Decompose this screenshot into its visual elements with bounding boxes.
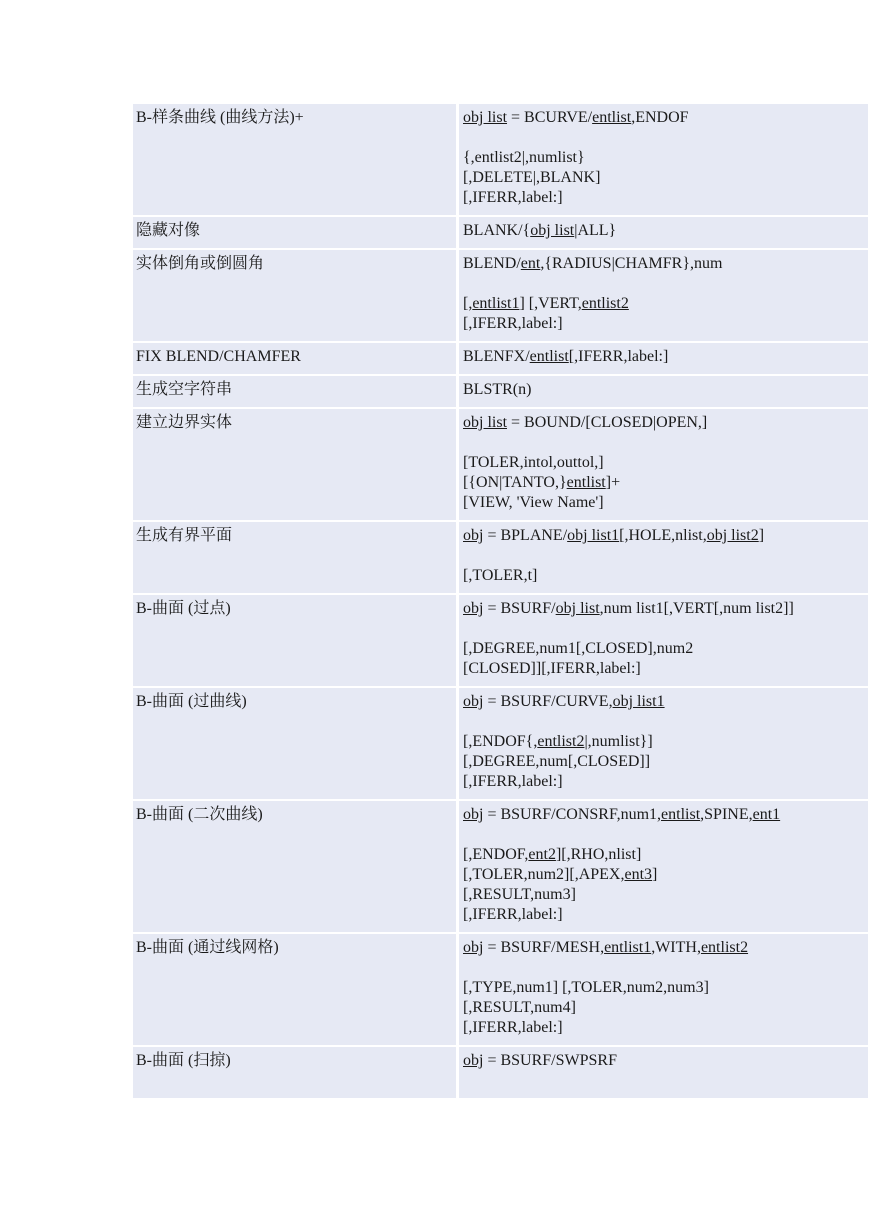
syntax-parameter: obj list1 — [567, 527, 620, 544]
syntax-line — [463, 752, 864, 772]
table-row — [133, 801, 868, 932]
syntax-parameter: entlist — [661, 806, 701, 823]
syntax-parameter: entlist — [529, 348, 569, 365]
syntax-parameter: obj list1 — [612, 693, 665, 710]
syntax-line — [463, 772, 864, 792]
syntax-parameter: obj list2 — [706, 527, 759, 544]
syntax-text: = BPLANE/ — [483, 527, 568, 544]
syntax-line — [463, 805, 864, 825]
syntax-text: = BSURF/CURVE, — [483, 693, 613, 710]
syntax-text: [,DELETE|,BLANK] — [463, 169, 601, 186]
syntax-text: |ALL} — [574, 222, 617, 239]
syntax-parameter: obj list — [555, 600, 600, 617]
syntax-parameter: entlist1 — [604, 939, 652, 956]
command-syntax-cell — [459, 595, 868, 686]
syntax-parameter: entlist — [592, 109, 632, 126]
syntax-parameter: obj list — [530, 222, 575, 239]
command-name-cell: B-曲面 (过曲线) — [133, 688, 456, 799]
syntax-line — [463, 599, 864, 619]
syntax-text: [{ON|TANTO,} — [463, 474, 567, 491]
syntax-text: [,IFERR,label:] — [463, 315, 563, 332]
syntax-line — [463, 128, 864, 148]
syntax-text: [,DEGREE,num1[,CLOSED],num2 — [463, 640, 694, 657]
command-reference-table — [133, 104, 868, 1098]
syntax-text: [,IFERR,label:] — [463, 1019, 563, 1036]
syntax-line — [463, 413, 864, 433]
syntax-text: ] — [758, 527, 765, 544]
command-syntax-cell — [459, 217, 868, 248]
syntax-line — [463, 619, 864, 639]
syntax-line — [463, 1071, 864, 1091]
syntax-line — [463, 958, 864, 978]
syntax-line — [463, 1018, 864, 1038]
syntax-line — [463, 712, 864, 732]
command-name-cell: B-曲面 (二次曲线) — [133, 801, 456, 932]
syntax-line — [463, 314, 864, 334]
syntax-line — [463, 168, 864, 188]
command-syntax-cell — [459, 250, 868, 341]
syntax-line — [463, 380, 864, 400]
syntax-text: [,TYPE,num1] [,TOLER,num2,num3] — [463, 979, 709, 996]
syntax-parameter: obj list — [463, 109, 508, 126]
syntax-parameter: obj — [463, 693, 484, 710]
syntax-parameter: entlist2 — [700, 939, 749, 956]
table-row — [133, 104, 868, 215]
table-row — [133, 376, 868, 407]
syntax-parameter: obj list — [463, 414, 508, 431]
command-name-cell: 生成有界平面 — [133, 522, 456, 593]
syntax-text: = BCURVE/ — [507, 109, 593, 126]
syntax-text: BLEND/ — [463, 255, 521, 272]
syntax-line — [463, 865, 864, 885]
syntax-parameter: entlist2 — [537, 733, 585, 750]
syntax-parameter: ent — [520, 255, 541, 272]
syntax-text: [,IFERR,label:] — [463, 189, 563, 206]
syntax-line — [463, 347, 864, 367]
syntax-parameter: ent2 — [528, 846, 556, 863]
syntax-text: [, — [463, 295, 473, 312]
table-row — [133, 343, 868, 374]
syntax-line — [463, 978, 864, 998]
syntax-parameter: obj — [463, 527, 484, 544]
syntax-parameter: entlist — [566, 474, 606, 491]
syntax-text: {,entlist2|,numlist} — [463, 149, 585, 166]
syntax-text: BLENFX/ — [463, 348, 530, 365]
syntax-line — [463, 188, 864, 208]
command-syntax-cell — [459, 343, 868, 374]
syntax-text: [,HOLE,nlist, — [619, 527, 707, 544]
syntax-text: [,ENDOF{, — [463, 733, 538, 750]
syntax-text: ] — [652, 866, 658, 883]
syntax-text: ,ENDOF — [631, 109, 689, 126]
syntax-line — [463, 221, 864, 241]
syntax-text: [,RESULT,num3] — [463, 886, 576, 903]
syntax-text: ,SPINE, — [700, 806, 753, 823]
command-name-cell: 实体倒角或倒圆角 — [133, 250, 456, 341]
table-row — [133, 250, 868, 341]
command-syntax-cell — [459, 104, 868, 215]
syntax-line — [463, 905, 864, 925]
table-row — [133, 595, 868, 686]
syntax-text: = BSURF/SWPSRF — [483, 1052, 617, 1069]
syntax-line — [463, 639, 864, 659]
syntax-line — [463, 845, 864, 865]
syntax-line — [463, 1051, 864, 1071]
syntax-text: [,IFERR,label:] — [568, 348, 669, 365]
command-syntax-cell — [459, 376, 868, 407]
syntax-parameter: ent1 — [752, 806, 781, 823]
syntax-line — [463, 526, 864, 546]
syntax-line — [463, 453, 864, 473]
syntax-line — [463, 108, 864, 128]
syntax-text: ]+ — [605, 474, 621, 491]
table-row — [133, 934, 868, 1045]
syntax-text: BLSTR(n) — [463, 381, 532, 398]
syntax-line — [463, 938, 864, 958]
syntax-text: [,TOLER,num2][,APEX, — [463, 866, 625, 883]
table-row — [133, 522, 868, 593]
syntax-text: ,{RADIUS|CHAMFR},num — [540, 255, 723, 272]
syntax-line — [463, 473, 864, 493]
syntax-text: ,WITH, — [651, 939, 701, 956]
syntax-line — [463, 998, 864, 1018]
syntax-line — [463, 433, 864, 453]
syntax-line — [463, 493, 864, 513]
syntax-text: = BSURF/MESH, — [483, 939, 605, 956]
syntax-text: [,TOLER,t] — [463, 567, 538, 584]
syntax-line — [463, 566, 864, 586]
syntax-text: |,numlist}] — [584, 733, 653, 750]
syntax-text: ] [,VERT, — [519, 295, 582, 312]
command-syntax-cell — [459, 409, 868, 520]
command-name-cell: B-曲面 (扫掠) — [133, 1047, 456, 1098]
syntax-line — [463, 885, 864, 905]
command-name-cell: 建立边界实体 — [133, 409, 456, 520]
command-syntax-cell — [459, 801, 868, 932]
command-syntax-cell — [459, 1047, 868, 1098]
syntax-parameter: ent3 — [624, 866, 653, 883]
command-syntax-cell — [459, 522, 868, 593]
syntax-text: ,num list1[,VERT[,num list2]] — [599, 600, 794, 617]
syntax-text: [VIEW, 'View Name'] — [463, 494, 604, 511]
table-row — [133, 217, 868, 248]
command-name-cell: B-曲面 (过点) — [133, 595, 456, 686]
syntax-parameter: obj — [463, 1052, 484, 1069]
syntax-parameter: entlist1 — [472, 295, 520, 312]
command-name-cell: 生成空字符串 — [133, 376, 456, 407]
syntax-line — [463, 254, 864, 274]
table-row — [133, 409, 868, 520]
command-syntax-cell — [459, 688, 868, 799]
syntax-line — [463, 692, 864, 712]
command-name-cell: B-曲面 (通过线网格) — [133, 934, 456, 1045]
syntax-text: ][,RHO,nlist] — [555, 846, 642, 863]
syntax-parameter: obj — [463, 939, 484, 956]
command-name-cell: FIX BLEND/CHAMFER — [133, 343, 456, 374]
syntax-parameter: obj — [463, 806, 484, 823]
syntax-text: [,ENDOF, — [463, 846, 529, 863]
syntax-line — [463, 294, 864, 314]
syntax-text: [,RESULT,num4] — [463, 999, 576, 1016]
syntax-text: BLANK/{ — [463, 222, 531, 239]
syntax-line — [463, 825, 864, 845]
syntax-text: = BSURF/CONSRF,num1, — [483, 806, 662, 823]
command-name-cell: B-样条曲线 (曲线方法)+ — [133, 104, 456, 215]
syntax-text: [,DEGREE,num[,CLOSED]] — [463, 753, 651, 770]
syntax-text: [TOLER,intol,outtol,] — [463, 454, 604, 471]
syntax-parameter: obj — [463, 600, 484, 617]
syntax-text: = BSURF/ — [483, 600, 556, 617]
command-name-cell: 隐藏对像 — [133, 217, 456, 248]
syntax-text: [CLOSED]][,IFERR,label:] — [463, 660, 641, 677]
syntax-text: [,IFERR,label:] — [463, 773, 563, 790]
table-row — [133, 688, 868, 799]
syntax-line — [463, 274, 864, 294]
syntax-parameter: entlist2 — [581, 295, 629, 312]
syntax-line — [463, 148, 864, 168]
command-syntax-cell — [459, 934, 868, 1045]
syntax-text: [,IFERR,label:] — [463, 906, 563, 923]
syntax-text: = BOUND/[CLOSED|OPEN,] — [507, 414, 708, 431]
syntax-line — [463, 732, 864, 752]
syntax-line — [463, 659, 864, 679]
syntax-line — [463, 546, 864, 566]
table-row — [133, 1047, 868, 1098]
